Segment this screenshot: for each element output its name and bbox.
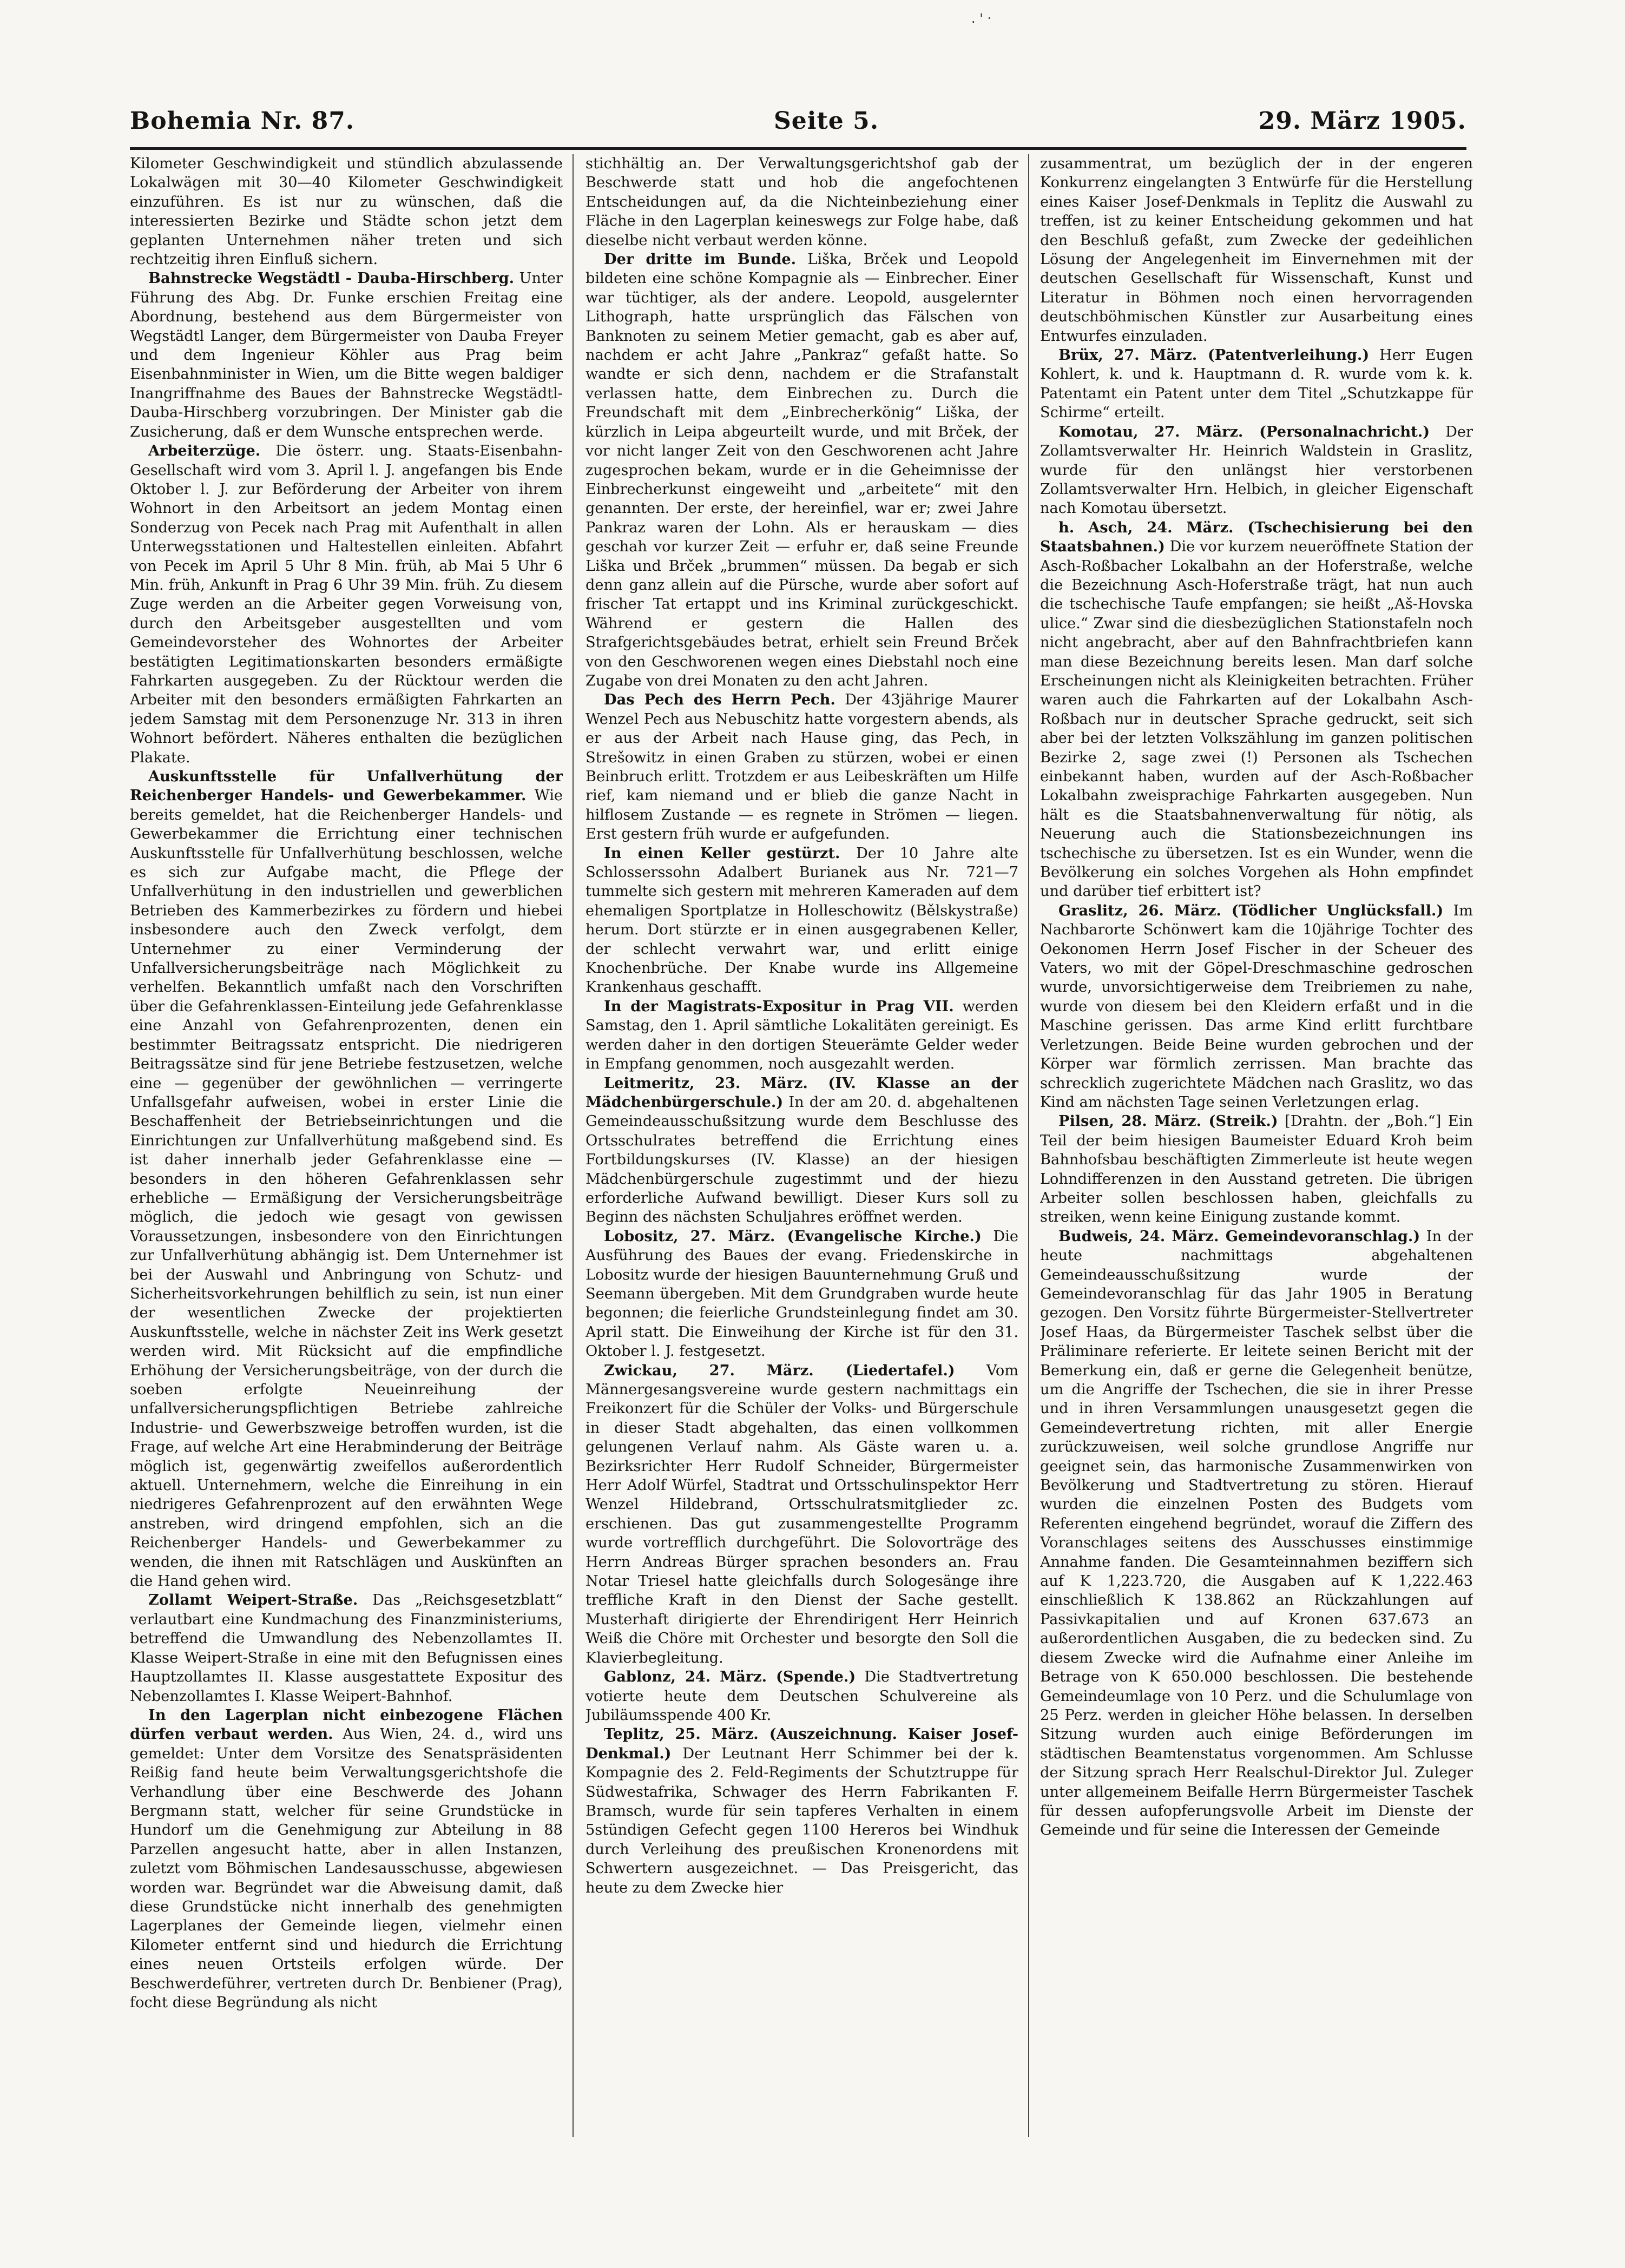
article-paragraph	[130, 767, 563, 1591]
header-rule	[130, 147, 1466, 150]
article-headline: Graslitz, 26. März. (Tödlicher Unglücksfall.)	[1058, 901, 1444, 919]
article-text: Im Nachbarorte Schönwert kam die 10jährige Tochter des Oekonomen Herrn Josef Fischer in der Scheuer des Vaters, wo mit der Göpel-Dreschmaschine gedroschen wurde, unvorsichtigerweise dem Treibriemen zu nahe, wurde von diesem bei den Kleidern erfaßt und in die Maschine gerissen. Das arme Kind erlitt furchtbare Verletzungen. Beide Beine wurden gebrochen und der Körper war förmlich zerrissen. Man brachte das schrecklich zugerichtete Mädchen nach Graslitz, wo das Kind am nächsten Tage seinen Verletzungen erlag.	[1040, 902, 1473, 1111]
article-paragraph	[585, 690, 1018, 843]
article-text: In der am 20. d. abgehaltenen Gemeindeausschußsitzung wurde dem Beschlusse des Ortsschulrates betreffend die Errichtung eines Fortbildungskurses (IV. Klasse) an der hiesigen Mädchenbürgerschule zugestimmt und der hiezu erforderliche Aufwand bewilligt. Dieser Kurs soll zu Beginn des nächsten Schuljahres eröffnet werden.	[585, 1093, 1018, 1226]
article-paragraph	[585, 1074, 1018, 1227]
article-paragraph	[1040, 346, 1473, 423]
article-headline: Leitmeritz, 23. März. (IV. Klasse an der Mädchenbürgerschule.)	[585, 1074, 1018, 1111]
article-text: Die Ausführung des Baues der evang. Friedenskirche in Lobositz wurde der hiesigen Bauunternehmung Gruß und Seemann übergeben. Mit dem Grundgraben wurde heute begonnen; die feierliche Grundsteinlegung findet am 30. April statt. Die Einweihung der Kirche ist für den 31. Oktober l. J. festgesetzt.	[585, 1228, 1018, 1360]
article-text: Der 43jährige Maurer Wenzel Pech aus Nebuschitz hatte vorgestern abends, als er aus der Arbeit nach Hause ging, das Pech, in Strešowitz in einen Graben zu stürzen, wobei er einen Beinbruch erlitt. Trotzdem er aus Leibeskräften um Hilfe rief, kam niemand und er blieb die ganze Nacht in hilflosem Zustande — es regnete in Strömen — liegen. Erst gestern früh wurde er aufgefunden.	[585, 691, 1018, 843]
article-text: Herr Eugen Kohlert, k. und k. Hauptmann d. R. wurde vom k. k. Patentamt ein Patent unter dem Titel „Schutzkappe für Schirme“ erteilt.	[1040, 347, 1473, 421]
article-paragraph	[585, 997, 1018, 1074]
article-headline: Brüx, 27. März. (Patentverleihung.)	[1058, 346, 1370, 364]
article-text: Aus Wien, 24. d., wird uns gemeldet: Unter dem Vorsitze des Senatspräsidenten Reißig fand heute beim Verwaltungsgerichtshofe die Verhandlung über eine Beschwerde des Johann Bergmann statt, welcher für seine Grundstücke in Hundorf um die Genehmigung zur Abteilung in 88 Parzellen angesucht hatte, aber in allen Instanzen, zuletzt vom Böhmischen Landesausschusse, abgewiesen worden war. Begründet war die Abweisung damit, daß diese Grundstücke nicht innerhalb des genehmigten Lagerplanes der Gemeinde liegen, vielmehr einen Kilometer entfernt sind und hiedurch die Errichtung eines neuen Ortsteils erfolgen würde. Der Beschwerdeführer, vertreten durch Dr. Benbiener (Prag), focht diese Begründung als nicht	[130, 1726, 563, 2011]
article-text: Die vor kurzem neueröffnete Station der Asch-Roßbacher Lokalbahn an der Hoferstraße, welche die Bezeichnung Asch-Hoferstraße trägt, hat nun auch die tschechische Taufe empfangen; sie heißt „Aš-Hovska ulice.“ Zwar sind die diesbezüglichen Stationstafeln noch nicht angebracht, aber auf den Bahnfrachtbriefen kann man diese Bezeichnung bereits lesen. Man darf solche Erscheinungen nicht als Kleinigkeiten betrachten. Früher waren auch die Fahrkarten auf der Lokalbahn Asch-Roßbach nur in deutscher Sprache gedruckt, seit sich aber bei der letzten Volkszählung im ganzen politischen Bezirke 2, sage zwei (!) Personen als Tschechen einbekannt haben, wurden auf der Asch-Roßbacher Lokalbahn zweisprachige Fahrkarten ausgegeben. Nun hält es die Staatsbahnenverwaltung für nötig, als Neuerung auch die Stationsbezeichnungen ins tschechische zu übersetzen. Ist es ein Wunder, wenn die Bevölkerung ein solches Vorgehen als Hohn empfindet und darüber tief erbittert ist?	[1040, 538, 1473, 900]
article-paragraph	[1040, 901, 1473, 1112]
article-continuation	[130, 154, 563, 269]
article-headline: Teplitz, 25. März. (Auszeichnung. Kaiser Josef-Denkmal.)	[585, 1725, 1018, 1762]
article-text: Liška, Brček und Leopold bildeten eine schöne Kompagnie als — Einbrecher. Einer war tüchtiger, als der andere. Leopold, ausgelernter Lithograph, hatte ursprünglich das Fälschen von Banknoten zu seinem Metier gemacht, gab es aber auf, nachdem er acht Jahre „Pankraz“ gefaßt hatte. So wandte er sich denn, nachdem er die Strafanstalt verlassen hatte, dem Einbrechen zu. Durch die Freundschaft mit dem „Einbrecherkönig“ Liška, der kürzlich in Leipa abgeurteilt wurde, und mit Brček, der vor nicht langer Zeit von den Geschworenen acht Jahre zugesprochen bekam, wurde er in die Geheimnisse der Einbrecherkunst eingeweiht und „arbeitete“ mit den genannten. Der erste, der hereinfiel, war er; zwei Jahre Pankraz waren der Lohn. Als er herauskam — dies geschah vor kurzer Zeit — erfuhr er, daß seine Freunde Liška und Brček „brummen“ müssen. Da begab er sich denn ganz allein auf die Pürsche, wurde aber sofort auf frischer Tat ertappt und ins Kriminal zurückgeschickt. Während er gestern die Hallen des Strafgerichtsgebäudes betrat, erhielt sein Freund Brček von den Geschworenen wegen eines Diebstahl noch eine Zugabe von drei Monaten zu den acht Jahren.	[585, 251, 1018, 689]
article-headline: h. Asch, 24. März. (Tschechisierung bei den Staatsbahnen.)	[1040, 518, 1473, 556]
column-divider	[573, 154, 574, 2137]
article-paragraph	[1040, 518, 1473, 901]
article-headline: Budweis, 24. März. Gemeindevoranschlag.)	[1058, 1227, 1420, 1245]
article-paragraph	[130, 441, 563, 767]
article-headline: Arbeiterzüge.	[148, 442, 261, 460]
article-headline: Zwickau, 27. März. (Liedertafel.)	[604, 1361, 955, 1379]
article-headline: Das Pech des Herrn Pech.	[604, 691, 835, 709]
article-paragraph	[585, 1725, 1018, 1897]
article-text: Vom Männergesangsvereine wurde gestern nachmittags ein Freikonzert für die Schüler der Volks- und Bürgerschule in dieser Stadt abgehalten, das einen vollkommen gelungenen Verlauf nahm. Als Gäste waren u. a. Bezirksrichter Herr Rudolf Schneider, Bürgermeister Herr Adolf Würfel, Stadtrat und Ortsschulinspektor Herr Wenzel Hildebrand, Ortsschulratsmitglieder zc. erschienen. Das gut zusammengestellte Programm wurde vortrefflich durchgeführt. Die Solovorträge des Herrn Andreas Bürger sprachen besonders an. Frau Notar Triesel hatte gleichfalls durch Sologesänge ihre treffliche Kraft in den Dienst der Sache gestellt. Musterhaft dirigierte der Ehrendirigent Herr Heinrich Weiß die Chöre mit Orchester und besorgte den Soll die Klavierbegleitung.	[585, 1362, 1018, 1666]
article-paragraph	[130, 1591, 563, 1705]
header-page-number: Seite 5.	[774, 107, 879, 135]
article-text: zusammentrat, um bezüglich der in der engeren Konkurrenz eingelangten 3 Entwürfe für die Herstellung eines Kaiser Josef-Denkmals in Teplitz die Auswahl zu treffen, ist zu keiner Entscheidung gekommen und hat den Beschluß gefaßt, zum Zwecke der gedeihlichen Lösung der Angelegenheit im Einvernehmen mit der deutschen Gesellschaft für Wissenschaft, Kunst und Literatur in Böhmen noch einen hervorragenden deutschböhmischen Künstler zur Ausarbeitung eines Entwurfes einzuladen.	[1040, 155, 1473, 345]
article-paragraph	[1040, 1112, 1473, 1227]
article-text: Die Stadtvertretung votierte heute dem Deutschen Schulvereine als Jubiläumsspende 400 Kr.	[585, 1669, 1018, 1724]
column-3	[1040, 154, 1473, 2137]
header-publication: Bohemia Nr. 87.	[130, 107, 355, 135]
article-text: Der 10 Jahre alte Schlosserssohn Adalbert Burianek aus Nr. 721—7 tummelte sich gestern mit mehreren Kameraden auf dem ehemaligen Sportplatze in Holleschowitz (Bělskystraße) herum. Dort stürzte er in einen ausgegrabenen Keller, der schlecht verwahrt war, und erlitt einige Knochenbrüche. Der Knabe wurde ins Allgemeine Krankenhaus geschafft.	[585, 845, 1018, 996]
article-headline: In der Magistrats-Expositur in Prag VII.	[604, 997, 954, 1015]
article-paragraph	[585, 1361, 1018, 1668]
article-text: In der heute nachmittags abgehaltenen Gemeindeausschußsitzung wurde der Gemeindevoranschlag für das Jahr 1905 in Beratung gezogen. Den Vorsitz führte Bürgermeister-Stellvertreter Josef Haas, da Bürgermeister Taschek selbst über die Präliminare referierte. Er leitete seinen Bericht mit der Bemerkung ein, daß er gerne die Gelegenheit benütze, um die Angriffe der Tschechen, die sie in ihrer Presse und in ihren Versammlungen unausgesetzt gegen die Gemeindevertretung richten, mit aller Energie zurückzuweisen, weil solche grundlose Angriffe nur geeignet sein, das harmonische Zusammenwirken von Bevölkerung und Stadtvertretung zu stören. Hierauf wurden die einzelnen Posten des Budgets vom Referenten eingehend begründet, worauf die Ziffern des Voranschlages seitens des Ausschusses einstimmige Annahme fanden. Die Gesamteinnahmen beziffern sich auf K 1,223.720, die Ausgaben auf K 1,222.463 einschließlich K 138.862 an Rückzahlungen auf Passivkapitalien und auf Kronen 637.673 an außerordentlichen Ausgaben, die zu bedecken sind. Zu diesem Zwecke wird die Aufnahme einer Anleihe im Betrage von K 650.000 beschlossen. Die bestehende Gemeindeumlage von 10 Perz. und die Schulumlage von 25 Perz. werden in gleicher Höhe belassen. In derselben Sitzung wurden auch einige Beförderungen im städtischen Beamtenstatus vorgenommen. Am Schlusse der Sitzung sprach Herr Realschul-Direktor Jul. Zuleger unter allgemeinem Beifalle Herrn Bürgermeister Taschek für dessen aufopferungsvolle Arbeit im Dienste der Gemeinde und für seine die Interessen der Gemeinde	[1040, 1228, 1473, 1839]
article-paragraph	[585, 1667, 1018, 1725]
article-text: Unter Führung des Abg. Dr. Funke erschien Freitag eine Abordnung, bestehend aus dem Bürgermeister von Wegstädtl Langer, dem Bürgermeister von Dauba Freyer und dem Ingenieur Köhler aus Prag beim Eisenbahnminister in Wien, um die Bitte wegen baldiger Inangriffnahme des Baues der Bahnstrecke Wegstädtl-Dauba-Hirschberg vorzubringen. Der Minister gab die Zusicherung, daß er dem Wunsche entsprechen werde.	[130, 270, 563, 440]
article-paragraph	[1040, 423, 1473, 518]
article-paragraph	[585, 250, 1018, 690]
article-text: Kilometer Geschwindigkeit und stündlich abzulassende Lokalwägen mit 30—40 Kilometer Geschwindigkeit einzuführen. Es ist nur zu wünschen, daß die interessierten Bezirke und Städte schon jetzt dem geplanten Unternehmen näher treten und sich rechtzeitig ihren Einfluß sichern.	[130, 155, 563, 268]
article-paragraph	[585, 844, 1018, 997]
article-headline: In einen Keller gestürzt.	[604, 844, 840, 862]
article-text: [Drahtn. der „Boh.“] Ein Teil der beim hiesigen Baumeister Eduard Kroh beim Bahnhofsbau beschäftigten Zimmerleute ist heute wegen Lohndifferenzen in den Ausstand getreten. Die übrigen Arbeiter sollen beschlossen haben, gleichfalls zu streiken, wenn keine Einigung zustande kommt.	[1040, 1113, 1473, 1226]
article-text: stichhältig an. Der Verwaltungsgerichtshof gab der Beschwerde statt und hob die angefochtenen Entscheidungen auf, da die Nichteinbeziehung einer Fläche in den Lagerplan keineswegs zur Folge habe, daß dieselbe nicht verbaut werden könne.	[585, 155, 1018, 249]
article-text: Der Leutnant Herr Schimmer bei der k. Kompagnie des 2. Feld-Regiments der Schutztruppe für Südwestafrika, Schwager des Herrn Fabrikanten F. Bramsch, wurde für sein tapferes Verhalten in einem 5stündigen Gefecht gegen 1100 Hereros bei Windhuk durch Verleihung des preußischen Kronenordens mit Schwertern ausgezeichnet. — Das Preisgericht, das heute zu dem Zwecke hier	[585, 1745, 1018, 1896]
article-text: werden Samstag, den 1. April sämtliche Lokalitäten gereinigt. Es werden daher in den dortigen Steuerämte Gelder weder in Empfang genommen, noch ausgezahlt werden.	[585, 998, 1018, 1073]
column-divider	[1028, 154, 1029, 2137]
article-headline: Zollamt Weipert-Straße.	[148, 1591, 358, 1609]
article-paragraph	[1040, 1227, 1473, 1840]
article-headline: Bahnstrecke Wegstädtl - Dauba-Hirschberg.	[148, 269, 515, 287]
header-date: 29. März 1905.	[1258, 107, 1466, 135]
article-continuation	[585, 154, 1018, 250]
article-headline: Pilsen, 28. März. (Streik.)	[1058, 1112, 1278, 1130]
article-text: Das „Reichsgesetzblatt“ verlautbart eine Kundmachung des Finanzministeriums, betreffend die Umwandlung des Nebenzollamtes II. Klasse Weipert-Straße in eine mit den Befugnissen eines Hauptzollamtes II. Klasse ausgestattete Expositur des Nebenzollamtes I. Klasse Weipert-Bahnhof.	[130, 1592, 563, 1705]
article-paragraph	[130, 269, 563, 441]
article-headline: In den Lagerplan nicht einbezogene Flächen dürfen verbaut werden.	[130, 1706, 563, 1743]
article-headline: Lobositz, 27. März. (Evangelische Kirche.)	[604, 1227, 982, 1245]
article-text: Die österr. ung. Staats-Eisenbahn-Gesellschaft wird vom 3. April l. J. angefangen bis Ende Oktober l. J. zur Beförderung der Arbeiter von ihrem Wohnort in den Arbeitsort an jedem Montag einen Sonderzug von Pecek nach Prag mit Aufenthalt in allen Unterwegsstationen und Haltestellen einleiten. Abfahrt von Pecek im April 5 Uhr 8 Min. früh, ab Mai 5 Uhr 6 Min. früh, Ankunft in Prag 6 Uhr 39 Min. früh. Zu diesem Zuge werden an die Arbeiter gegen Vorweisung von, durch den Arbeitsgeber ausgestellten und vom Gemeindevorsteher des Wohnortes der Arbeiter bestätigten Legitimationskarten besonders ermäßigte Fahrkarten ausgegeben. Zu der Rücktour werden die Arbeiter mit den besonders ermäßigten Fahrkarten an jedem Samstag mit dem Personenzuge Nr. 313 in ihren Wohnort befördert. Näheres enthalten die bezüglichen Plakate.	[130, 443, 563, 766]
article-text: Wie bereits gemeldet, hat die Reichenberger Handels- und Gewerbekammer die Errichtung einer technischen Auskunftsstelle für Unfallverhütung beschlossen, welche es sich zur Aufgabe macht, die Pflege der Unfallverhütung in den industriellen und gewerblichen Betrieben des Kammerbezirkes zu fördern und hiebei insbesondere auch den Zweck verfolgt, dem Unternehmer zu einer Verminderung der Unfallversicherungsbeiträge nach Möglichkeit zu verhelfen. Bekanntlich umfaßt nach den Vorschriften über die Gefahrenklassen-Einteilung jede Gefahrenklasse eine Anzahl von Gefahrenprozenten, denen ein bestimmter Beitragssatz entspricht. Die niedrigeren Beitragssätze sind für jene Betriebe festzusetzen, welche eine — gegenüber der gewöhnlichen — verringerte Unfallsgefahr aufweisen, wobei in erster Linie die Beschaffenheit der Betriebseinrichtungen und die Einrichtungen zur Unfallverhütung maßgebend sind. Es ist daher innerhalb jeder Gefahrenklasse eine — besonders in den höheren Gefahrenklassen sehr erhebliche — Ermäßigung der Versicherungsbeiträge möglich, die jedoch wie gesagt von gewissen Voraussetzungen, insbesondere von den Einrichtungen zur Unfallverhütung abhängig ist. Dem Unternehmer ist bei der Auswahl und Anbringung von Schutz- und Sicherheitsvorkehrungen behilflich zu sein, ist nun einer der wesentlichen Zwecke der projektierten Auskunftsstelle, welche in nächster Zeit ins Werk gesetzt werden wird. Mit Rücksicht auf die empfindliche Erhöhung der Versicherungsbeiträge, von der durch die soeben erfolgte Neueinreihung der unfallversicherungspflichtigen Betriebe zahlreiche Industrie- und Gewerbszweige betroffen wurden, ist die Frage, auf welche Art eine Herabminderung der Beiträge möglich ist, gegenwärtig zweifellos außerordentlich aktuell. Unternehmern, welche die Einreihung in ein niedrigeres Gefahrenprozent auf den erwähnten Wege anstreben, wird dringend empfohlen, sich an die Reichenberger Handels- und Gewerbekammer zu wenden, die ihnen mit Ratschlägen und Auskünften an die Hand gehen wird.	[130, 787, 563, 1590]
scan-mark: . ' ·	[971, 11, 992, 26]
article-paragraph	[585, 1227, 1018, 1361]
article-text: Der Zollamtsverwalter Hr. Heinrich Waldstein in Graslitz, wurde für den unlängst hier verstorbenen Zollamtsverwalter Hrn. Helbich, in gleicher Eigenschaft nach Komotau übersetzt.	[1040, 423, 1473, 517]
article-continuation	[1040, 154, 1473, 346]
article-paragraph	[130, 1706, 563, 2013]
column-1	[130, 154, 563, 2137]
article-headline: Gablonz, 24. März. (Spende.)	[604, 1668, 856, 1686]
article-headline: Komotau, 27. März. (Personalnachricht.)	[1058, 423, 1430, 440]
column-2	[585, 154, 1018, 2137]
article-headline: Der dritte im Bunde.	[604, 250, 797, 268]
article-headline: Auskunftsstelle für Unfallverhütung der Reichenberger Handels- und Gewerbekammer.	[130, 768, 563, 805]
page-header	[130, 103, 1466, 151]
